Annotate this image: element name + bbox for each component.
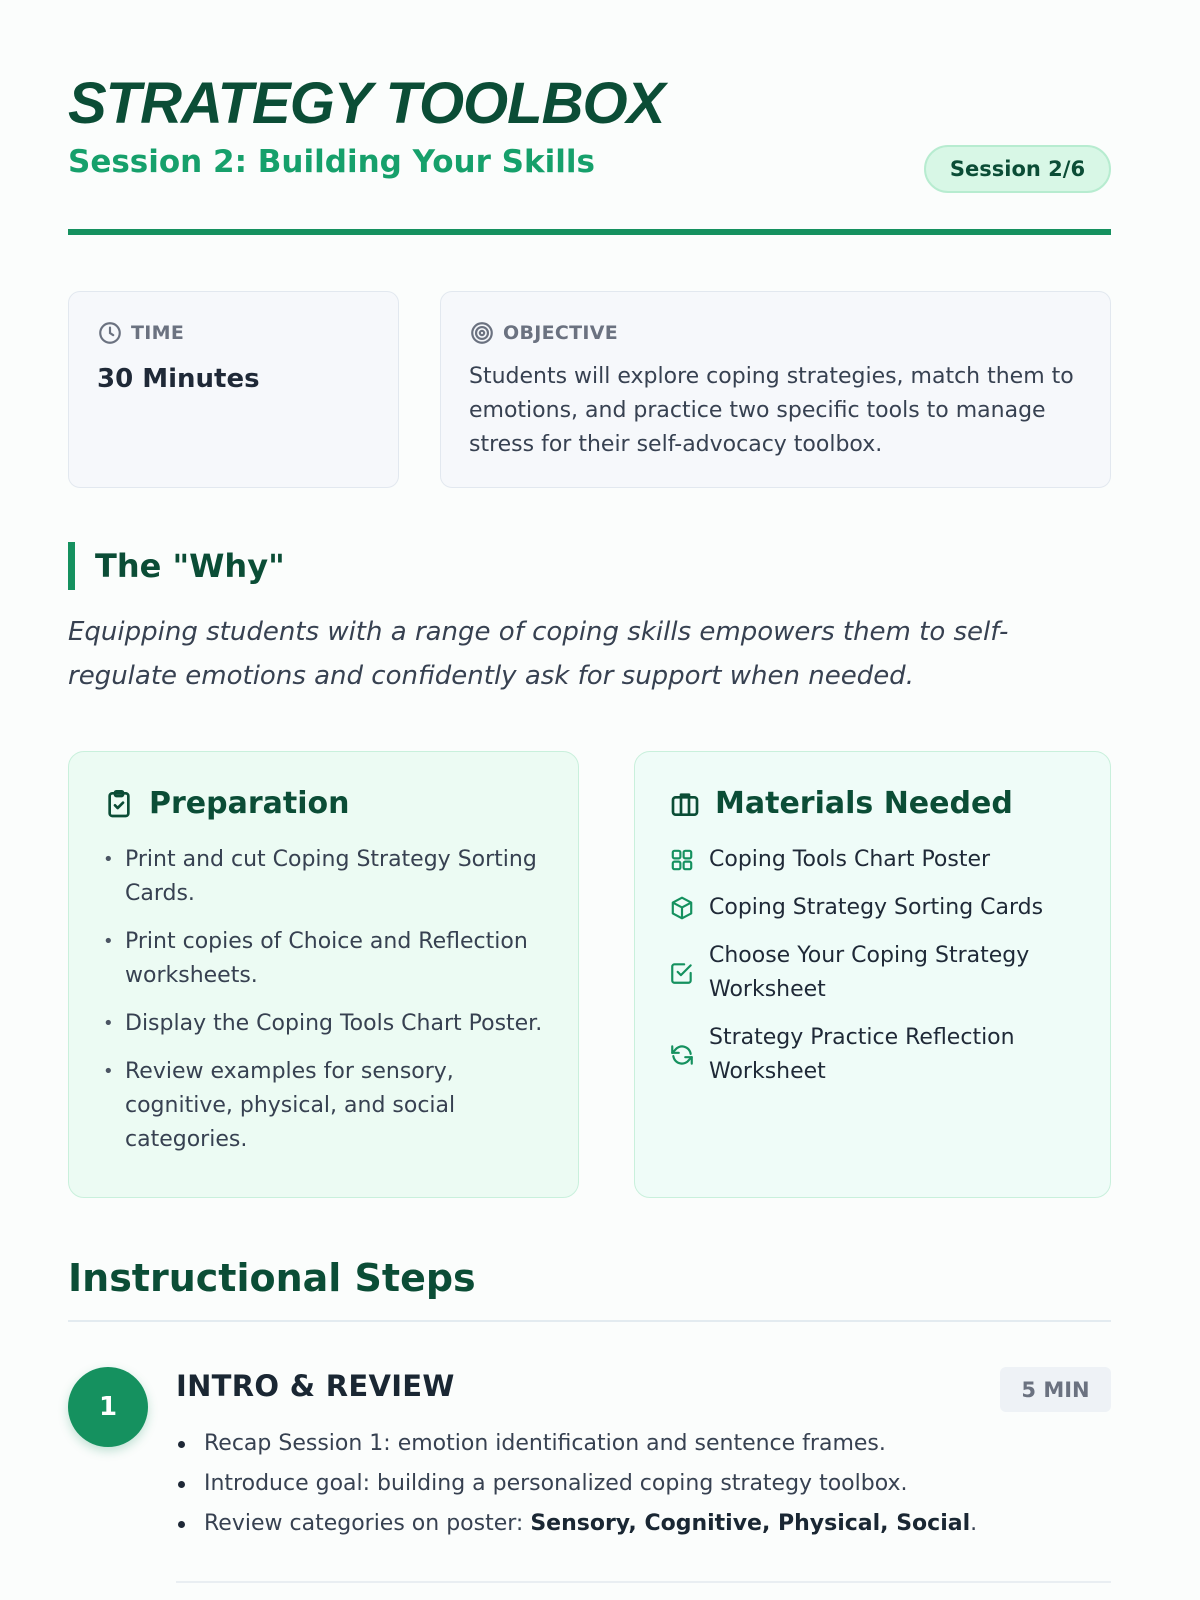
step-bullet-bold: Sensory, Cognitive, Physical, Social — [530, 1511, 971, 1536]
why-heading: The "Why" — [68, 542, 285, 590]
materials-item — [669, 891, 1076, 925]
clock-icon — [97, 320, 123, 346]
preparation-list — [103, 843, 544, 1157]
target-icon — [469, 320, 495, 346]
preparation-title: Preparation — [149, 786, 350, 821]
objective-label-row — [469, 320, 1082, 346]
time-label-row — [97, 320, 370, 346]
preparation-item: • Print copies of Choice and Reflection worksheets. — [103, 925, 544, 993]
preparation-item: • Review examples for sensory, cognitive, physical, and social categories. — [103, 1055, 544, 1157]
briefcase-icon — [669, 788, 701, 820]
step-bullet — [176, 1504, 1111, 1544]
materials-item — [669, 1021, 1076, 1089]
page-subtitle: Session 2: Building Your Skills — [68, 144, 595, 180]
objective-card — [440, 291, 1111, 488]
steps-heading: Instructional Steps — [68, 1256, 476, 1300]
step-bullet: Recap Session 1: emotion identification and sentence frames. — [176, 1424, 1111, 1464]
step-duration-badge: 5 MIN — [1000, 1367, 1111, 1412]
step-title: INTRO & REVIEW — [176, 1369, 455, 1403]
preparation-panel — [68, 751, 579, 1198]
box-icon — [669, 895, 695, 921]
materials-item-label: Coping Tools Chart Poster — [709, 847, 991, 872]
step-bullet-suffix: . — [970, 1511, 978, 1536]
materials-item-label: Choose Your Coping Strategy Worksheet — [709, 943, 1030, 1002]
why-text: Equipping students with a range of coping skills empowers them to self-regulate emotions and confidently ask for support when needed. — [68, 617, 1009, 691]
objective-text: Students will explore coping strategies, match them to emotions, and practice two specific tools to manage stress for their self-advocacy toolbox. — [469, 364, 1074, 457]
clipboard-check-icon — [103, 788, 135, 820]
page-title: STRATEGY TOOLBOX — [68, 71, 665, 136]
refresh-icon — [669, 1042, 695, 1068]
step-bullet: Introduce goal: building a personalized coping strategy toolbox. — [176, 1464, 1111, 1504]
step-bullets — [176, 1424, 1111, 1544]
materials-item — [669, 939, 1076, 1007]
preparation-item: • Display the Coping Tools Chart Poster. — [103, 1007, 544, 1041]
preparation-title-row — [103, 786, 544, 821]
materials-item-label: Coping Strategy Sorting Cards — [709, 895, 1044, 920]
step-number: 1 — [68, 1367, 148, 1447]
materials-title-row — [669, 786, 1076, 821]
objective-label: OBJECTIVE — [503, 322, 619, 344]
steps-divider — [68, 1320, 1111, 1322]
materials-list — [669, 843, 1076, 1089]
step-bullet-prefix: Review categories on poster: — [204, 1511, 531, 1536]
header-divider — [68, 229, 1111, 235]
time-value: 30 Minutes — [97, 364, 260, 394]
preparation-item: • Print and cut Coping Strategy Sorting Cards. — [103, 843, 544, 911]
time-label: TIME — [131, 322, 185, 344]
checkbox-icon — [669, 960, 695, 986]
grid-icon — [669, 847, 695, 873]
materials-title: Materials Needed — [715, 786, 1013, 821]
time-card — [68, 291, 399, 488]
step-divider — [176, 1581, 1111, 1583]
materials-panel — [634, 751, 1111, 1198]
session-badge: Session 2/6 — [924, 145, 1111, 193]
materials-item-label: Strategy Practice Reflection Worksheet — [709, 1025, 1015, 1084]
materials-item — [669, 843, 1076, 877]
